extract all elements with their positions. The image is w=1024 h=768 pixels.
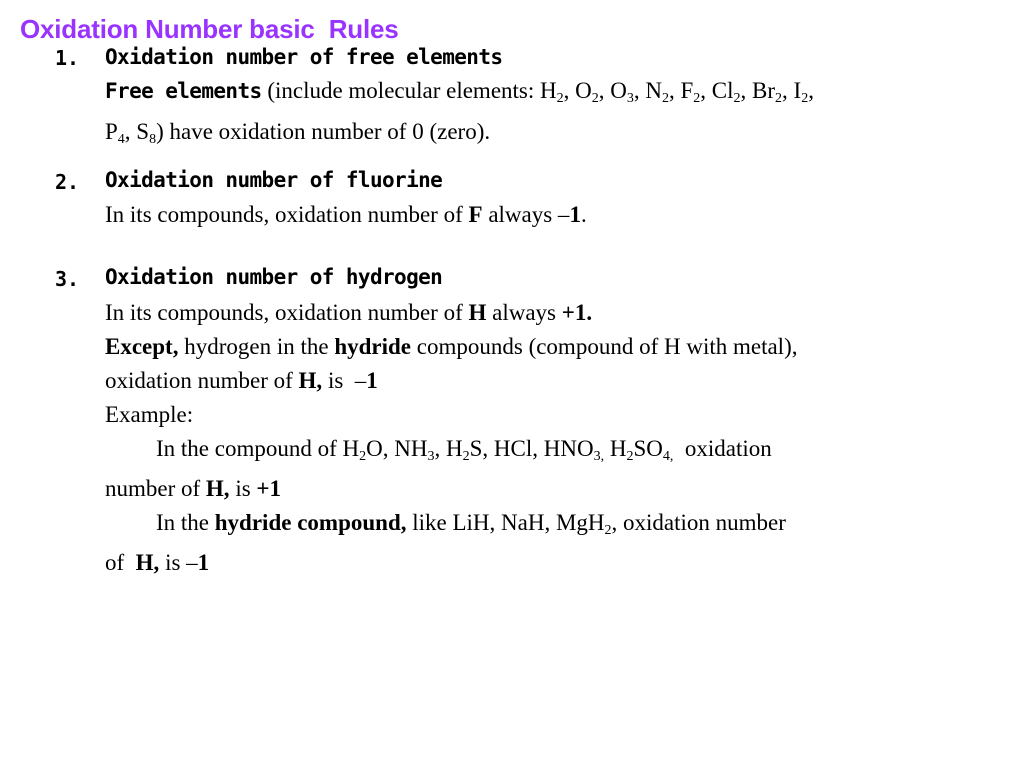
rule-3-example-label: Example: bbox=[105, 402, 194, 427]
rule-3-example-2 bbox=[156, 510, 786, 536]
rule-3-text: , oxidation number bbox=[611, 510, 786, 535]
rule-3-bold: +1. bbox=[561, 300, 593, 325]
rule-3-text: hydrogen in the bbox=[178, 334, 335, 359]
rule-3-text: is bbox=[229, 476, 257, 501]
rule-2-text: always – bbox=[482, 202, 570, 227]
subscript: 8 bbox=[149, 132, 157, 147]
rule-3-text: always bbox=[486, 300, 562, 325]
rule-3-text: number of bbox=[105, 476, 206, 501]
rule-3-text: , H bbox=[434, 436, 463, 461]
rule-1-text: , S bbox=[124, 119, 150, 144]
rule-1-number: 1. bbox=[55, 46, 80, 70]
rule-3-text: is – bbox=[159, 550, 198, 575]
rule-2-text: In its compounds, oxidation number of bbox=[105, 202, 469, 227]
rule-3-text: H bbox=[604, 436, 627, 461]
rule-1-text: , Br bbox=[740, 78, 776, 103]
subscript: 2 bbox=[359, 449, 367, 464]
subscript: 2 bbox=[693, 91, 701, 106]
subscript: 3 bbox=[626, 91, 634, 106]
rule-3-line-1 bbox=[105, 300, 592, 326]
rule-1-line-1 bbox=[105, 78, 814, 104]
rule-3-text: like LiH, NaH, MgH bbox=[406, 510, 605, 535]
rule-3-text: In its compounds, oxidation number of bbox=[105, 300, 469, 325]
rule-1-text: , Cl bbox=[700, 78, 734, 103]
rule-3-text: oxidation number of bbox=[105, 368, 299, 393]
rule-3-text: O, NH bbox=[366, 436, 428, 461]
subscript: 2 bbox=[801, 91, 809, 106]
rule-3-example-1-cont bbox=[105, 476, 281, 502]
rule-2-line-1 bbox=[105, 202, 587, 228]
rule-3-text: oxidation bbox=[673, 436, 772, 461]
rule-1-text: , F bbox=[669, 78, 694, 103]
rule-2-number: 2. bbox=[55, 170, 80, 194]
rule-3-example-2-cont bbox=[105, 550, 209, 576]
subscript: 2 bbox=[556, 91, 564, 106]
rule-3-text: S, HCl, HNO bbox=[469, 436, 594, 461]
rule-1-heading: Oxidation number of free elements bbox=[105, 45, 503, 69]
subscript: 4 bbox=[117, 132, 125, 147]
rule-2-bold: 1 bbox=[569, 202, 581, 227]
subscript: 2 bbox=[591, 91, 599, 106]
rule-3-text: of bbox=[105, 550, 136, 575]
rule-1-text: P bbox=[105, 119, 118, 144]
subscript: 2 bbox=[462, 449, 470, 464]
rule-1-text: ) have oxidation number of 0 (zero). bbox=[156, 119, 491, 144]
rule-3-bold: 1 bbox=[197, 550, 210, 575]
rule-1-text: , O bbox=[563, 78, 592, 103]
rule-3-bold: H, bbox=[135, 550, 160, 575]
rule-3-bold: 1 bbox=[366, 368, 378, 393]
rule-3-number: 3. bbox=[55, 267, 80, 291]
rule-3-text: SO bbox=[633, 436, 663, 461]
rule-2-heading: Oxidation number of fluorine bbox=[105, 168, 443, 192]
subscript: 3 bbox=[427, 449, 435, 464]
rule-3-bold: Except, bbox=[105, 334, 179, 359]
rule-1-text: (include molecular elements: H bbox=[261, 78, 557, 103]
rule-3-bold: +1 bbox=[256, 476, 282, 501]
rule-3-bold: H bbox=[468, 300, 487, 325]
rule-3-text: is – bbox=[322, 368, 367, 393]
subscript: 2 bbox=[604, 523, 612, 538]
rule-1-line-2 bbox=[105, 119, 490, 145]
rule-3-bold: H, bbox=[205, 476, 230, 501]
subscript: 2 bbox=[733, 91, 741, 106]
slide-title: Oxidation Number basic Rules bbox=[20, 14, 399, 44]
rule-3-text: In the bbox=[156, 510, 215, 535]
rule-1-text: , O bbox=[598, 78, 627, 103]
rule-3-line-2 bbox=[105, 334, 797, 360]
rule-3-text: In the compound of H bbox=[156, 436, 360, 461]
rule-3-bold: H, bbox=[298, 368, 323, 393]
rule-1-text: , bbox=[808, 78, 814, 103]
rule-3-heading: Oxidation number of hydrogen bbox=[105, 265, 443, 289]
rule-1-text: , N bbox=[633, 78, 662, 103]
subscript: 2 bbox=[626, 449, 634, 464]
rule-2-bold: F bbox=[468, 202, 483, 227]
subscript: 4, bbox=[662, 449, 674, 464]
subscript: 2 bbox=[662, 91, 669, 106]
rule-3-line-3 bbox=[105, 368, 378, 394]
rule-3-example-1 bbox=[156, 436, 772, 462]
rule-3-bold: hydride bbox=[334, 334, 412, 359]
rule-3-text: compounds (compound of H with metal), bbox=[411, 334, 798, 359]
rule-2-text: . bbox=[580, 202, 587, 227]
subscript: 2 bbox=[775, 91, 783, 106]
rule-1-label: Free elements bbox=[105, 79, 262, 103]
rule-1-text: , I bbox=[782, 78, 802, 103]
rule-3-bold: hydride compound, bbox=[214, 510, 407, 535]
subscript: 3, bbox=[593, 449, 605, 464]
